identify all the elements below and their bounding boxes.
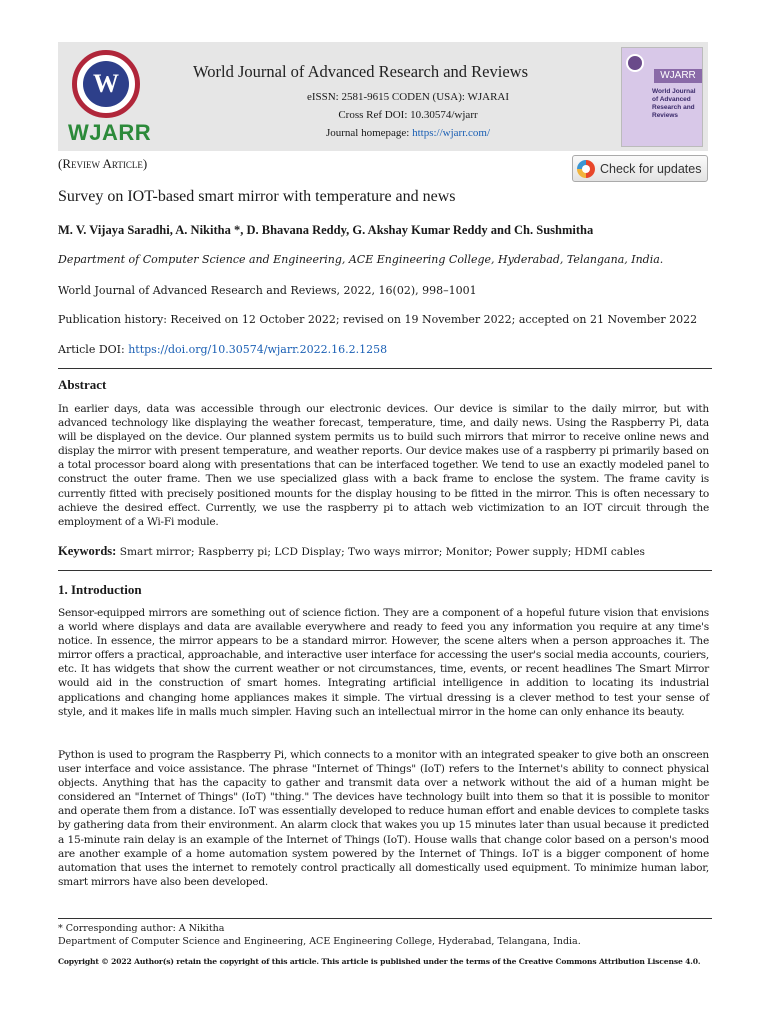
- paper-title: Survey on IOT-based smart mirror with temperature and news: [58, 188, 456, 205]
- introduction-paragraph-2: Python is used to program the Raspberry Pi, which connects to a monitor with an integrated speaker to give both an onscreen user interface and voice assistance. The phrase "Internet of Things" (IoT) refers to the Internet's ability to connect physical objects. Anything that has the capacity to gather and transmit data over a network without the aid of a human might be considered an "Internet of Things" (IoT) "thing." The devices have technology built into them so that it is possible to monitor and operate them from a distance. IoT was essentially developed to reduce human effort and enable devices to complete tasks by gathering data from their environment. An alarm clock that wakes you up 15 minutes later than usual because it predicted a 15-minute rain delay is an example of the Internet of Things (IoT). House walls that change color based on a person's mood are another example of a home automation system powered by the Internet of Things. IoT is a bigger component of home automation that uses the internet to remotely control practically all domestically used equipment. To minimize human labor, smart mirrors have also been developed.: [58, 749, 709, 888]
- keywords: [58, 544, 645, 559]
- doi-link[interactable]: https://doi.org/10.30574/wjarr.2022.16.2.1258: [128, 343, 388, 356]
- affiliation: Department of Computer Science and Engineering, ACE Engineering College, Hyderabad, Telangana, India.: [58, 253, 664, 266]
- introduction-paragraph-1: Sensor-equipped mirrors are something out of science fiction. They are a component of a hopeful future vision that envisions a world where displays and data are available everywhere and ready to feed you any information you require at any time's notice. In essence, the mirror appears to be a standard mirror. However, the scene alters when a person approaches it. The mirror offers a practical, approachable, and interactive user interface for accessing the user's social media accounts, couriers, etc. It has widgets that show the current weather or not circumstances, time, events, or recent headlines The Smart Mirror would aid in the construction of smart homes. Integrating artificial intelligence in addition to locating its industrial applications and changing home appliances makes it simple. The virtual dressing is a clever method to test your sense of style, and it makes life in malls much simpler. Having such an intellectual mirror in the home can only enhance its beauty.: [58, 607, 709, 718]
- homepage-line: [278, 124, 538, 142]
- homepage-link[interactable]: https://wjarr.com/: [412, 127, 491, 139]
- logo-emblem: [72, 50, 140, 118]
- authors: M. V. Vijaya Saradhi, A. Nikitha *, D. Bhavana Reddy, G. Akshay Kumar Reddy and Ch. Sushmitha: [58, 223, 594, 237]
- check-updates-icon: [577, 160, 595, 178]
- abstract-text: In earlier days, data was accessible through our electronic devices. Our device is similar to the daily mirror, but with advanced technology like displaying the weather forecast, temperature, time, and daily news. Using the Raspberry Pi, data will be displayed on the device. Our planned system permits us to build such mirrors that mirror to receive online news and display the mirror with present temperature, and weather reports. Our device makes use of a raspberry pi primarily based on a total processor board along with presentations that can be interfaced together. We tend to use an exactly modeled panel to construct the outer frame. Then we use specialized glass with a back frame to enclose the system. The frame cavity is currently fitted with precisely positioned mounts for the display housing to be fitted in the mirror. This is often necessary to achieve the desired effect. Currently, we use the raspberry pi to attach web victimization to an IOT circuit through the employment of a Wi-Fi module.: [58, 403, 709, 528]
- article-type: (Review Article): [58, 156, 148, 171]
- journal-cover-thumbnail: [621, 47, 703, 147]
- cover-seal-icon: [626, 54, 644, 72]
- cover-title: World Journal of Advanced Research and Reviews: [652, 88, 696, 119]
- footnote-department: Department of Computer Science and Engineering, ACE Engineering College, Hyderabad, Telangana, India.: [58, 936, 581, 947]
- abstract-heading: Abstract: [58, 377, 107, 392]
- keywords-text: Smart mirror; Raspberry pi; LCD Display; Two ways mirror; Monitor; Power supply; HDMI cables: [116, 546, 645, 558]
- check-for-updates-button[interactable]: [572, 155, 708, 182]
- journal-header: [58, 42, 708, 151]
- logo-letter: W: [83, 61, 129, 107]
- journal-meta: [278, 88, 538, 142]
- keywords-label: Keywords:: [58, 544, 117, 558]
- doi-label: Article DOI:: [58, 343, 129, 356]
- corresponding-author: * Corresponding author: A Nikitha: [58, 923, 225, 934]
- check-updates-label: Check for updates: [600, 161, 702, 176]
- crossref-line: Cross Ref DOI: 10.30574/wjarr: [338, 109, 478, 121]
- article-doi: [58, 343, 387, 356]
- citation: World Journal of Advanced Research and Reviews, 2022, 16(02), 998–1001: [58, 284, 477, 297]
- footnote-divider: [58, 918, 712, 919]
- introduction-heading: 1. Introduction: [58, 582, 142, 597]
- copyright-notice: Copyright © 2022 Author(s) retain the copyright of this article. This article is published under the terms of the Creative Commons Attribution Liscense 4.0.: [58, 957, 701, 966]
- journal-title: World Journal of Advanced Research and Reviews: [193, 62, 528, 81]
- publication-history: Publication history: Received on 12 October 2022; revised on 19 November 2022; accepted on 21 November 2022: [58, 313, 698, 326]
- divider: [58, 570, 712, 571]
- cover-band: WJARR: [654, 69, 702, 83]
- journal-logo: [68, 50, 152, 146]
- homepage-label: Journal homepage:: [325, 127, 413, 139]
- divider: [58, 368, 712, 369]
- logo-wordmark: WJARR: [68, 120, 152, 145]
- issn-line: eISSN: 2581-9615 CODEN (USA): WJARAI: [306, 91, 510, 103]
